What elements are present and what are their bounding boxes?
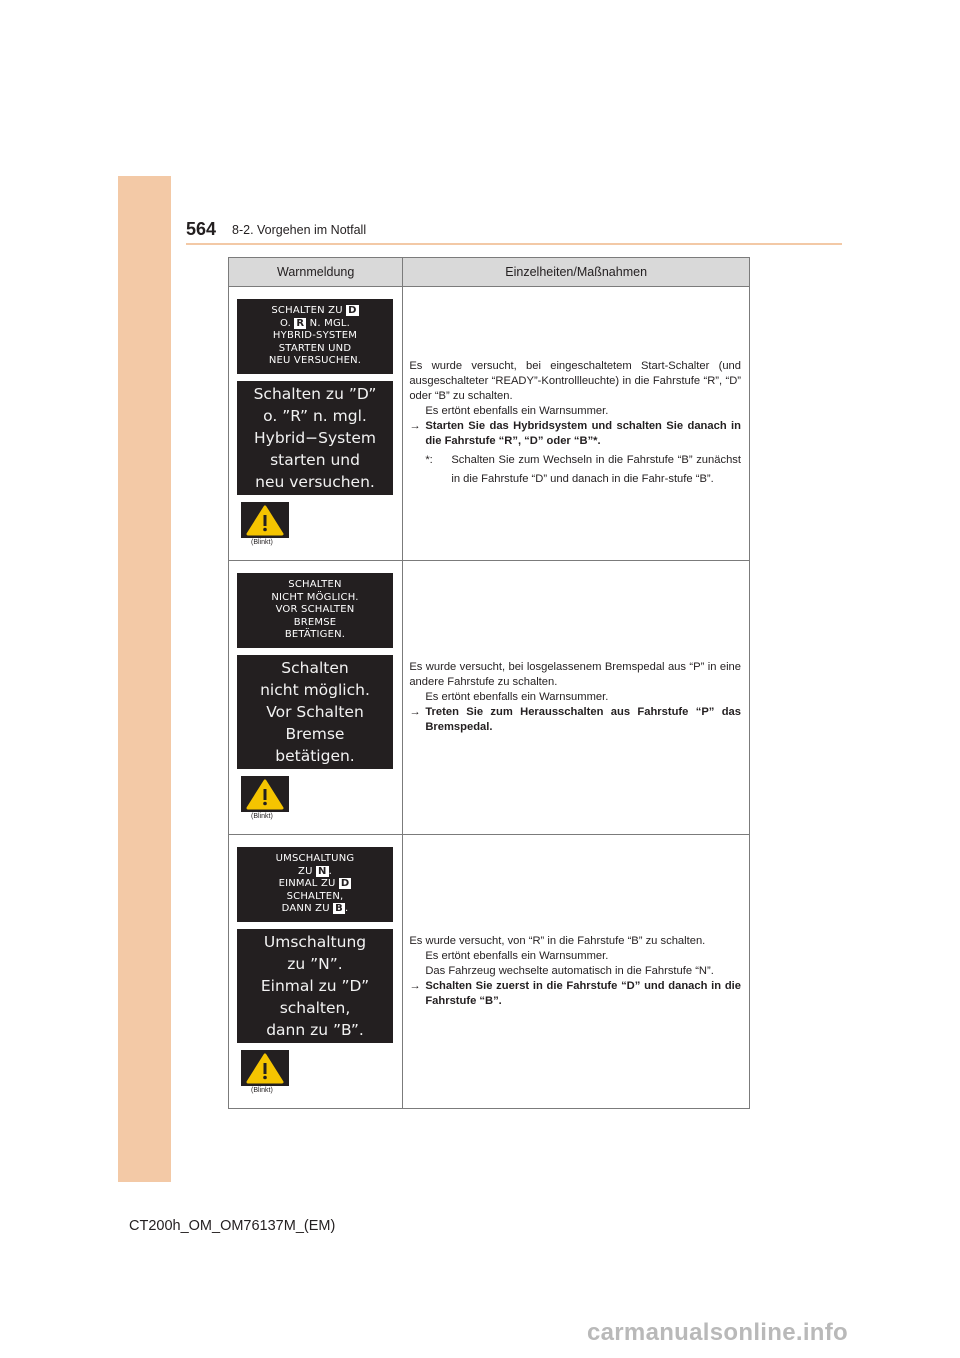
detail-sub: Das Fahrzeug wechselte automatisch in die Fahrstufe “N”. xyxy=(425,965,714,977)
screen-line: neu versuchen. xyxy=(255,473,375,491)
watermark: carmanualsonline.info xyxy=(587,1319,849,1346)
warning-triangle-icon xyxy=(241,776,289,812)
details-cell xyxy=(403,835,750,1109)
warning-table xyxy=(228,257,750,1109)
blink-label: (Blinkt) xyxy=(251,539,273,546)
warning-triangle-icon xyxy=(241,502,289,538)
screen-line: zu ”N”. xyxy=(287,955,343,973)
screen-line: betätigen. xyxy=(275,747,355,765)
screen-line: NICHT MÖGLICH. xyxy=(271,591,359,603)
screen-line: BREMSE xyxy=(293,616,337,628)
right-arrow-icon: → xyxy=(409,980,421,992)
section-title: 8-2. Vorgehen im Notfall xyxy=(232,223,367,237)
screen-line: UMSCHALTUNG xyxy=(275,853,355,865)
screen-line: nicht möglich. xyxy=(260,681,370,699)
action-line xyxy=(409,705,741,735)
screen-line: starten und xyxy=(270,451,360,469)
screen-line: schalten, xyxy=(279,999,351,1017)
warning-message-cell xyxy=(229,561,403,835)
gear-d-badge: D xyxy=(340,878,350,890)
action-text: Treten Sie zum Herausschalten aus Fahrstufe “P” das Bremspedal. xyxy=(425,706,741,733)
screen-line: HYBRID-SYSTEM xyxy=(272,330,358,342)
detail-intro: Es wurde versucht, bei eingeschaltetem Start-Schalter (und ausgeschalteter “READY”-Kontrollleuchte) in die Fahrstufe “R”, “D” oder “B” zu schalten. xyxy=(409,359,741,402)
action-line xyxy=(409,979,741,1009)
table-row xyxy=(229,561,750,835)
blink-label: (Blinkt) xyxy=(251,813,273,820)
action-line xyxy=(409,419,741,449)
details-cell xyxy=(403,561,750,835)
warning-message-cell xyxy=(229,287,403,561)
table-row xyxy=(229,835,750,1109)
footnote-text: Schalten Sie zum Wechseln in die Fahrstufe “B” zunächst in die Fahrstufe “D” und danach in die Fahr-stufe “B”. xyxy=(451,453,741,485)
gear-b-badge: B xyxy=(335,903,343,915)
screen-line: VOR SCHALTEN xyxy=(275,604,355,616)
screen-line: Schalten zu ”D” xyxy=(253,385,377,403)
page-number: 564 xyxy=(186,219,217,239)
screen-line: ZU N . xyxy=(298,865,332,877)
screen-line: Umschaltung xyxy=(263,933,367,951)
screen-line: Vor Schalten xyxy=(266,703,364,721)
screen-line: o. ”R” n. mgl. xyxy=(263,407,367,425)
display-screen-lower xyxy=(237,655,393,769)
screen-line: STARTEN UND xyxy=(278,342,352,354)
header-warnmeldung: Warnmeldung xyxy=(229,258,403,287)
display-screen-upper xyxy=(237,299,393,374)
gear-n-badge: N xyxy=(317,865,327,877)
header-rule xyxy=(186,243,842,245)
screen-line: O. R N. MGL. xyxy=(279,317,351,329)
screen-line: SCHALTEN xyxy=(288,579,342,591)
display-screen-upper xyxy=(237,573,393,648)
right-arrow-icon: → xyxy=(409,706,421,718)
table-row xyxy=(229,287,750,561)
screen-line: NEU VERSUCHEN. xyxy=(268,355,362,367)
detail-sub: Es ertönt ebenfalls ein Warnsummer. xyxy=(425,691,609,703)
screen-line: BETÄTIGEN. xyxy=(284,629,346,641)
gear-d-badge: D xyxy=(348,305,357,317)
screen-line: Hybrid−System xyxy=(254,429,376,447)
detail-intro: Es wurde versucht, von “R” in die Fahrstufe “B” zu schalten. xyxy=(409,935,706,947)
blink-label: (Blinkt) xyxy=(251,1087,273,1094)
document-id: CT200h_OM_OM76137M_(EM) xyxy=(129,1218,336,1234)
warning-message-cell xyxy=(229,835,403,1109)
action-text: Starten Sie das Hybridsystem und schalten Sie danach in die Fahrstufe “R”, “D” oder “B”*. xyxy=(425,419,741,447)
screen-line: SCHALTEN ZU D xyxy=(271,305,357,317)
chapter-sidebar-band xyxy=(118,176,171,1182)
screen-line: SCHALTEN, xyxy=(286,890,344,902)
action-text: Schalten Sie zuerst in die Fahrstufe “D” und danach in die Fahrstufe “B”. xyxy=(425,980,741,1007)
asterisk-mark: *: xyxy=(425,453,433,466)
warning-triangle-icon xyxy=(241,1050,289,1086)
details-cell xyxy=(403,287,750,561)
display-screen-lower xyxy=(237,929,393,1043)
detail-intro: Es wurde versucht, bei losgelassenem Bremspedal aus “P” in eine andere Fahrstufe zu schalten. xyxy=(409,661,741,688)
detail-sub: Es ertönt ebenfalls ein Warnsummer. xyxy=(425,950,609,962)
screen-line: EINMAL ZU D xyxy=(278,878,350,890)
screen-line: Bremse xyxy=(285,725,345,743)
screen-line: dann zu ”B”. xyxy=(266,1021,364,1039)
screen-line: Einmal zu ”D” xyxy=(260,977,370,995)
display-screen-lower xyxy=(237,381,393,495)
right-arrow-icon: → xyxy=(409,419,421,432)
display-screen-upper xyxy=(237,847,393,922)
footnote xyxy=(409,451,741,489)
header-details: Einzelheiten/Maßnahmen xyxy=(403,258,750,287)
screen-line: DANN ZU B . xyxy=(281,903,349,915)
table-header-row xyxy=(229,258,750,287)
detail-sub: Es ertönt ebenfalls ein Warnsummer. xyxy=(425,404,609,417)
gear-r-badge: R xyxy=(296,317,305,329)
screen-line: Schalten xyxy=(281,659,349,677)
